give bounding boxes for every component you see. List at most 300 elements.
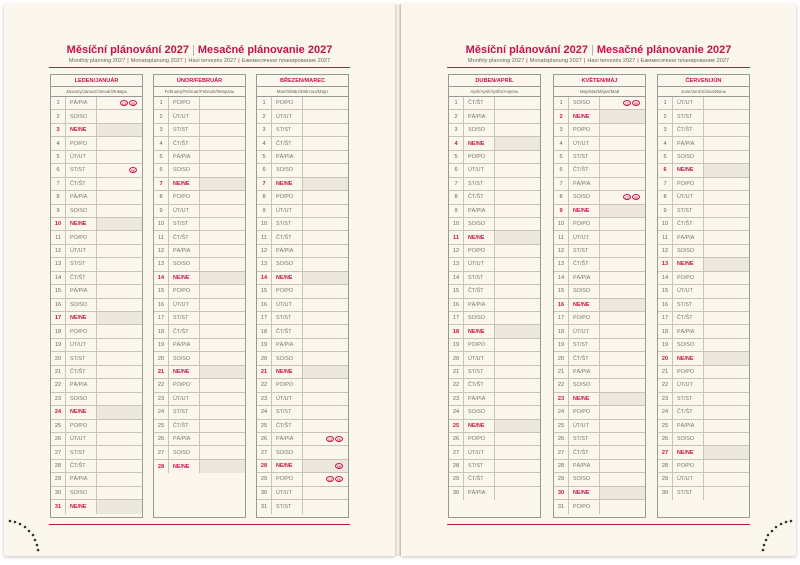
notes-divider xyxy=(599,299,600,311)
day-row[interactable] xyxy=(257,137,348,150)
notes-divider xyxy=(96,312,97,324)
day-divider xyxy=(672,245,673,257)
day-row[interactable] xyxy=(154,299,245,312)
day-row[interactable] xyxy=(154,110,245,123)
day-row[interactable] xyxy=(154,285,245,298)
day-row[interactable] xyxy=(449,164,540,177)
day-divider xyxy=(271,258,272,270)
day-row[interactable] xyxy=(658,245,749,258)
day-row[interactable] xyxy=(449,178,540,191)
day-row[interactable] xyxy=(257,352,348,365)
day-divider xyxy=(672,258,673,270)
day-row[interactable] xyxy=(658,420,749,433)
day-number: 1 xyxy=(559,100,563,107)
day-divider xyxy=(168,339,169,351)
subtitle-ru: Ежемесячное планирование 2027 xyxy=(241,58,331,64)
day-row[interactable] xyxy=(154,137,245,150)
day-row[interactable] xyxy=(257,151,348,164)
day-row[interactable] xyxy=(154,97,245,110)
day-row[interactable] xyxy=(554,473,645,486)
day-row[interactable] xyxy=(658,433,749,446)
day-row[interactable] xyxy=(154,433,245,446)
day-row[interactable] xyxy=(154,164,245,177)
day-row[interactable] xyxy=(51,487,142,500)
day-number: 22 xyxy=(260,382,268,389)
day-row[interactable] xyxy=(658,191,749,204)
day-divider xyxy=(271,205,272,217)
weekday-label: PÁ/PIA xyxy=(70,476,88,483)
day-row[interactable] xyxy=(154,218,245,231)
notes-divider xyxy=(703,258,704,270)
day-row[interactable] xyxy=(257,487,348,500)
day-row[interactable] xyxy=(449,393,540,406)
weekday-label: NE/NE xyxy=(677,167,694,174)
weekday-label: PO/PO xyxy=(173,382,191,389)
month-subtitle: May/Mai/Május/Май xyxy=(554,87,645,97)
weekday-label: PÁ/PIA xyxy=(573,368,591,375)
day-number: 21 xyxy=(557,368,565,375)
day-row[interactable] xyxy=(449,379,540,392)
day-row[interactable] xyxy=(658,366,749,379)
day-row[interactable] xyxy=(658,299,749,312)
weekday-label: NE/NE xyxy=(173,180,190,187)
day-row[interactable] xyxy=(257,420,348,433)
day-row[interactable] xyxy=(257,164,348,177)
day-divider xyxy=(168,352,169,364)
weekday-label: ČT/ŠT xyxy=(173,328,189,335)
sunday-row[interactable] xyxy=(658,446,749,459)
day-row[interactable] xyxy=(257,406,348,419)
day-number: 21 xyxy=(661,368,669,375)
day-divider xyxy=(672,420,673,432)
day-number: 2 xyxy=(663,113,667,120)
day-row[interactable] xyxy=(51,258,142,271)
day-row[interactable] xyxy=(154,406,245,419)
weekday-label: ST/ST xyxy=(70,449,86,456)
day-row[interactable] xyxy=(257,473,348,486)
day-row[interactable] xyxy=(554,231,645,244)
sunday-row[interactable] xyxy=(257,460,348,473)
day-row[interactable] xyxy=(154,151,245,164)
weekday-label: SO/SO xyxy=(70,301,88,308)
day-row[interactable] xyxy=(154,231,245,244)
day-row[interactable] xyxy=(51,110,142,123)
subtitle-hu: Havi tervezés 2027 xyxy=(587,58,636,64)
day-row[interactable] xyxy=(658,312,749,325)
day-row[interactable] xyxy=(154,379,245,392)
day-divider xyxy=(65,258,66,270)
day-row[interactable] xyxy=(154,352,245,365)
day-row[interactable] xyxy=(554,285,645,298)
day-number: 7 xyxy=(454,180,458,187)
sunday-row[interactable] xyxy=(449,325,540,338)
day-row[interactable] xyxy=(154,245,245,258)
sunday-row[interactable] xyxy=(154,366,245,379)
sunday-row[interactable] xyxy=(449,420,540,433)
sunday-row[interactable] xyxy=(154,178,245,191)
sunday-row[interactable] xyxy=(257,366,348,379)
notes-divider xyxy=(96,231,97,243)
day-number: 2 xyxy=(454,113,458,120)
notes-divider xyxy=(703,379,704,391)
day-row[interactable] xyxy=(257,285,348,298)
sunday-row[interactable] xyxy=(554,205,645,218)
day-row[interactable] xyxy=(51,339,142,352)
day-row[interactable] xyxy=(554,124,645,137)
day-row[interactable] xyxy=(449,245,540,258)
day-number: 9 xyxy=(56,207,60,214)
day-number: 22 xyxy=(557,382,565,389)
day-row[interactable] xyxy=(658,218,749,231)
day-row[interactable] xyxy=(658,393,749,406)
day-row[interactable] xyxy=(449,110,540,123)
day-row[interactable] xyxy=(658,272,749,285)
day-row[interactable] xyxy=(51,393,142,406)
sunday-row[interactable] xyxy=(51,218,142,231)
day-divider xyxy=(463,272,464,284)
sunday-row[interactable] xyxy=(257,272,348,285)
day-number: 7 xyxy=(559,180,563,187)
weekday-label: ČT/ŠT xyxy=(677,409,693,416)
month-column-april xyxy=(448,74,541,518)
notes-divider xyxy=(703,312,704,324)
day-row[interactable] xyxy=(449,460,540,473)
day-row[interactable] xyxy=(449,218,540,231)
day-row[interactable] xyxy=(51,433,142,446)
day-row[interactable] xyxy=(554,218,645,231)
day-row[interactable] xyxy=(554,500,645,513)
day-divider xyxy=(271,366,272,378)
day-row[interactable] xyxy=(154,312,245,325)
day-row[interactable] xyxy=(257,205,348,218)
day-row[interactable] xyxy=(449,366,540,379)
weekday-label: SO/SO xyxy=(173,355,191,362)
day-row[interactable] xyxy=(658,137,749,150)
day-row[interactable] xyxy=(257,446,348,459)
weekday-label: PÁ/PIA xyxy=(468,395,486,402)
day-row[interactable] xyxy=(554,151,645,164)
day-divider xyxy=(672,285,673,297)
day-row[interactable] xyxy=(51,366,142,379)
day-number: 24 xyxy=(157,409,165,416)
notes-divider xyxy=(96,178,97,190)
day-row[interactable] xyxy=(51,352,142,365)
sunday-row[interactable] xyxy=(51,124,142,137)
day-row[interactable] xyxy=(257,325,348,338)
day-divider xyxy=(463,231,464,243)
weekday-label: PO/PO xyxy=(573,409,591,416)
day-number: 16 xyxy=(452,301,460,308)
day-row[interactable] xyxy=(51,178,142,191)
weekday-label: ÚT/UT xyxy=(70,153,86,160)
day-row[interactable] xyxy=(449,191,540,204)
day-divider xyxy=(672,164,673,176)
day-divider xyxy=(568,124,569,136)
notes-divider xyxy=(199,312,200,324)
sunday-row[interactable] xyxy=(449,137,540,150)
day-row[interactable] xyxy=(51,245,142,258)
day-row[interactable] xyxy=(51,299,142,312)
day-row[interactable] xyxy=(554,446,645,459)
weekday-label: PÁ/PIA xyxy=(173,153,191,160)
day-row[interactable] xyxy=(154,325,245,338)
weekday-label: ČT/ŠT xyxy=(276,328,292,335)
day-number: 28 xyxy=(157,463,165,470)
day-row[interactable] xyxy=(554,191,645,204)
day-row[interactable] xyxy=(154,339,245,352)
weekday-label: PO/PO xyxy=(573,127,591,134)
sunday-row[interactable] xyxy=(51,312,142,325)
weekday-label: SO/SO xyxy=(173,167,191,174)
day-number: 30 xyxy=(661,490,669,497)
day-row[interactable] xyxy=(257,500,348,513)
notes-divider xyxy=(703,473,704,485)
day-row[interactable] xyxy=(51,231,142,244)
weekday-label: ÚT/UT xyxy=(677,476,693,483)
day-row[interactable] xyxy=(449,97,540,110)
notes-divider xyxy=(302,379,303,391)
page-subtitle xyxy=(4,58,395,64)
notes-divider xyxy=(599,487,600,499)
day-row[interactable] xyxy=(51,205,142,218)
day-row[interactable] xyxy=(257,393,348,406)
weekday-label: ČT/ŠT xyxy=(70,368,86,375)
day-number: 4 xyxy=(559,140,563,147)
day-row[interactable] xyxy=(257,245,348,258)
day-row[interactable] xyxy=(257,339,348,352)
day-row[interactable] xyxy=(257,379,348,392)
day-number: 22 xyxy=(452,382,460,389)
day-number: 12 xyxy=(157,248,165,255)
day-row[interactable] xyxy=(658,325,749,338)
day-row[interactable] xyxy=(658,205,749,218)
day-row[interactable] xyxy=(658,231,749,244)
weekday-label: PO/PO xyxy=(276,382,294,389)
day-row[interactable] xyxy=(154,124,245,137)
day-row[interactable] xyxy=(257,191,348,204)
day-divider xyxy=(271,433,272,445)
weekday-label: ČT/ŠT xyxy=(70,463,86,470)
weekday-label: SO/SO xyxy=(468,315,486,322)
title-cz: Měsíční plánování 2027 xyxy=(66,44,189,56)
day-row[interactable] xyxy=(449,299,540,312)
day-row[interactable] xyxy=(51,97,142,110)
day-row[interactable] xyxy=(554,366,645,379)
day-row[interactable] xyxy=(449,473,540,486)
day-row[interactable] xyxy=(257,97,348,110)
day-row[interactable] xyxy=(257,312,348,325)
day-row[interactable] xyxy=(51,164,142,177)
day-row[interactable] xyxy=(554,406,645,419)
day-row[interactable] xyxy=(658,285,749,298)
weekday-label: ÚT/UT xyxy=(70,342,86,349)
notes-divider xyxy=(96,339,97,351)
day-divider xyxy=(672,299,673,311)
day-divider xyxy=(271,379,272,391)
day-row[interactable] xyxy=(51,191,142,204)
day-row[interactable] xyxy=(154,446,245,459)
day-row[interactable] xyxy=(658,178,749,191)
day-row[interactable] xyxy=(449,352,540,365)
day-divider xyxy=(568,191,569,203)
sunday-row[interactable] xyxy=(554,393,645,406)
weekday-label: NE/NE xyxy=(573,395,590,402)
weekday-label: ČT/ŠT xyxy=(573,261,589,268)
weekday-label: ČT/ŠT xyxy=(677,315,693,322)
weekday-label: ST/ST xyxy=(573,436,589,443)
sunday-row[interactable] xyxy=(554,110,645,123)
day-row[interactable] xyxy=(554,178,645,191)
day-row[interactable] xyxy=(658,151,749,164)
day-row[interactable] xyxy=(154,191,245,204)
day-row[interactable] xyxy=(257,231,348,244)
day-row[interactable] xyxy=(257,124,348,137)
day-row[interactable] xyxy=(658,473,749,486)
sunday-row[interactable] xyxy=(658,164,749,177)
day-row[interactable] xyxy=(51,460,142,473)
day-number: 29 xyxy=(557,476,565,483)
day-row[interactable] xyxy=(554,245,645,258)
sunday-row[interactable] xyxy=(554,487,645,500)
day-row[interactable] xyxy=(51,137,142,150)
day-row[interactable] xyxy=(51,473,142,486)
day-row[interactable] xyxy=(554,352,645,365)
day-row[interactable] xyxy=(554,97,645,110)
sunday-row[interactable] xyxy=(154,272,245,285)
day-divider xyxy=(672,178,673,190)
day-row[interactable] xyxy=(449,446,540,459)
weekday-label: NE/NE xyxy=(276,368,293,375)
sunday-row[interactable] xyxy=(154,460,245,473)
day-divider xyxy=(271,299,272,311)
day-number: 7 xyxy=(262,180,266,187)
day-row[interactable] xyxy=(658,379,749,392)
day-row[interactable] xyxy=(449,433,540,446)
day-row[interactable] xyxy=(257,258,348,271)
day-row[interactable] xyxy=(554,379,645,392)
day-row[interactable] xyxy=(154,258,245,271)
day-row[interactable] xyxy=(658,124,749,137)
day-row[interactable] xyxy=(449,124,540,137)
weekday-label: PÁ/PIA xyxy=(70,382,88,389)
notes-divider xyxy=(703,446,704,458)
day-row[interactable] xyxy=(154,393,245,406)
day-rows xyxy=(257,97,348,514)
day-number: 25 xyxy=(661,422,669,429)
day-row[interactable] xyxy=(449,272,540,285)
notes-divider xyxy=(96,97,97,109)
day-number: 26 xyxy=(54,436,62,443)
day-row[interactable] xyxy=(51,379,142,392)
day-row[interactable] xyxy=(257,110,348,123)
day-divider xyxy=(672,460,673,472)
day-row[interactable] xyxy=(449,339,540,352)
day-row[interactable] xyxy=(257,433,348,446)
day-divider xyxy=(271,420,272,432)
day-row[interactable] xyxy=(51,285,142,298)
day-row[interactable] xyxy=(51,446,142,459)
notes-divider xyxy=(96,446,97,458)
day-row[interactable] xyxy=(51,151,142,164)
day-row[interactable] xyxy=(449,258,540,271)
day-row[interactable] xyxy=(658,339,749,352)
day-number: 21 xyxy=(157,368,165,375)
day-number: 28 xyxy=(557,463,565,470)
day-number: 13 xyxy=(557,261,565,268)
subtitle-de: Monatsplanung 2027 xyxy=(529,58,582,64)
day-divider xyxy=(168,97,169,109)
day-row[interactable] xyxy=(449,151,540,164)
day-row[interactable] xyxy=(554,420,645,433)
day-number: 24 xyxy=(557,409,565,416)
sunday-row[interactable] xyxy=(51,406,142,419)
day-row[interactable] xyxy=(554,325,645,338)
day-row[interactable] xyxy=(658,460,749,473)
day-row[interactable] xyxy=(154,205,245,218)
day-row[interactable] xyxy=(554,258,645,271)
day-row[interactable] xyxy=(658,406,749,419)
day-row[interactable] xyxy=(51,325,142,338)
day-row[interactable] xyxy=(257,218,348,231)
day-row[interactable] xyxy=(658,97,749,110)
day-divider xyxy=(463,406,464,418)
day-divider xyxy=(672,366,673,378)
day-row[interactable] xyxy=(554,433,645,446)
day-divider xyxy=(568,258,569,270)
day-row[interactable] xyxy=(449,487,540,500)
sunday-row[interactable] xyxy=(658,352,749,365)
sunday-row[interactable] xyxy=(449,231,540,244)
day-row[interactable] xyxy=(554,164,645,177)
sunday-row[interactable] xyxy=(658,258,749,271)
day-row[interactable] xyxy=(51,420,142,433)
day-divider xyxy=(168,205,169,217)
day-row[interactable] xyxy=(449,312,540,325)
weekday-label: NE/NE xyxy=(468,140,485,147)
day-number: 30 xyxy=(54,489,62,496)
day-divider xyxy=(672,406,673,418)
day-row[interactable] xyxy=(658,110,749,123)
day-divider xyxy=(168,245,169,257)
notes-divider xyxy=(703,97,704,109)
day-row[interactable] xyxy=(449,205,540,218)
day-row[interactable] xyxy=(554,272,645,285)
sunday-row[interactable] xyxy=(51,500,142,513)
day-number: 20 xyxy=(661,355,669,362)
corner-dots-icon xyxy=(755,517,793,555)
day-number: 23 xyxy=(557,395,565,402)
day-divider xyxy=(168,218,169,230)
day-row[interactable] xyxy=(257,299,348,312)
day-divider xyxy=(168,446,169,458)
sunday-row[interactable] xyxy=(554,299,645,312)
day-row[interactable] xyxy=(658,487,749,500)
day-row[interactable] xyxy=(554,339,645,352)
day-number: 3 xyxy=(663,127,667,134)
notes-divider xyxy=(703,487,704,500)
notes-divider xyxy=(494,487,495,500)
day-row[interactable] xyxy=(554,137,645,150)
weekday-label: SO/SO xyxy=(573,288,591,295)
day-divider xyxy=(568,352,569,364)
day-row[interactable] xyxy=(449,406,540,419)
day-row[interactable] xyxy=(449,285,540,298)
day-row[interactable] xyxy=(554,460,645,473)
sunday-row[interactable] xyxy=(257,178,348,191)
day-row[interactable] xyxy=(154,420,245,433)
day-row[interactable] xyxy=(554,312,645,325)
day-row[interactable] xyxy=(51,272,142,285)
